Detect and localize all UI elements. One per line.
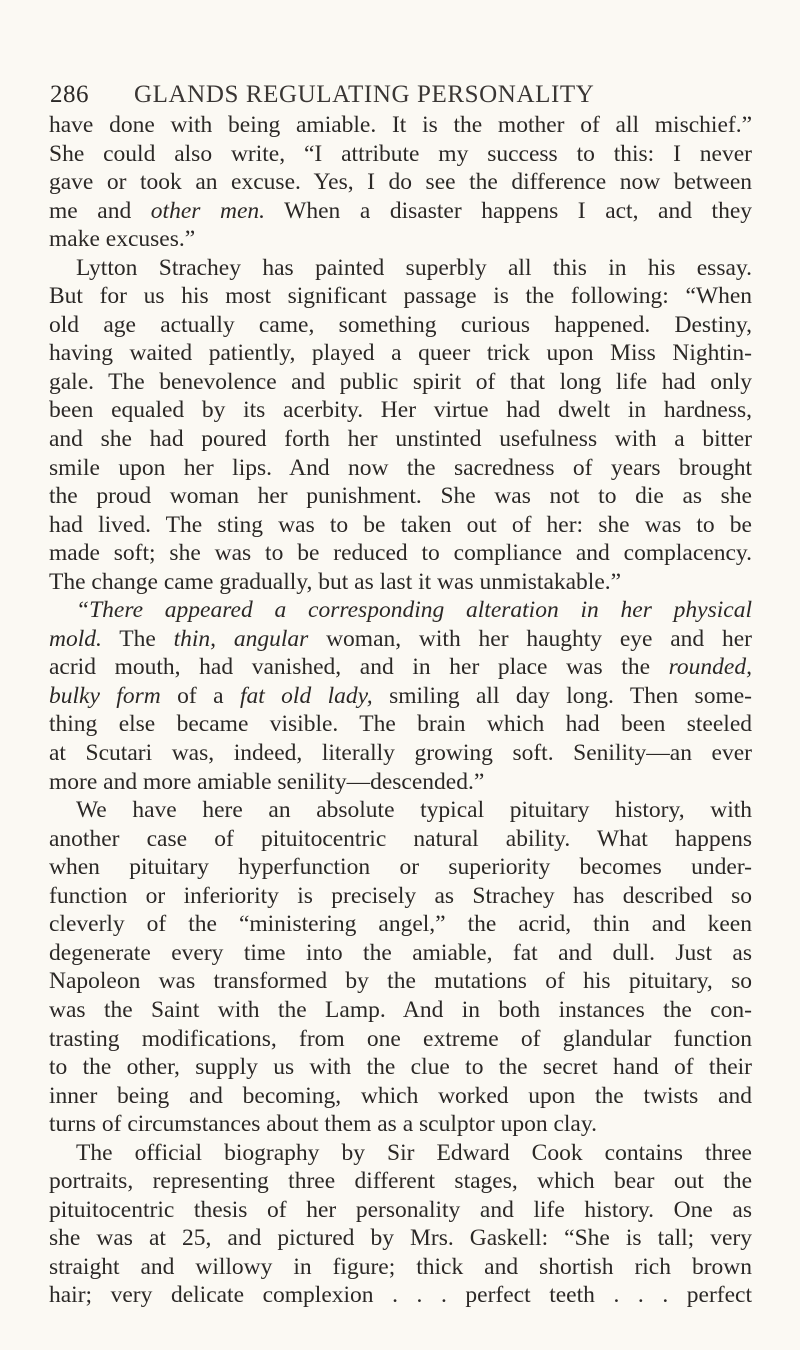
text-line bbox=[49, 1025, 752, 1054]
text-span: at Scutari was, indeed, literally growing soft. Senility—an ever bbox=[49, 740, 752, 767]
text-line bbox=[49, 625, 752, 654]
text-line bbox=[49, 796, 752, 825]
text-span: straight and willowy in figure; thick and shortish rich brown bbox=[49, 1253, 752, 1280]
text-span: another case of pituitocentric natural ability. What happens bbox=[49, 825, 752, 852]
text-span: We have here an absolute typical pituitary history, with bbox=[76, 797, 752, 824]
text-span: made soft; she was to be reduced to compliance and complacency. bbox=[49, 540, 752, 567]
text-line bbox=[49, 882, 752, 911]
text-span: of a bbox=[160, 682, 240, 709]
text-span: The bbox=[101, 625, 174, 652]
text-line bbox=[49, 140, 752, 169]
text-span: gale. The benevolence and public spirit of that long life had only bbox=[49, 368, 752, 395]
body-text bbox=[49, 111, 752, 1310]
text-span: When a disaster happens I act, and they bbox=[265, 197, 752, 224]
text-span: gave or took an excuse. Yes, I do see the difference now between bbox=[49, 169, 752, 196]
text-line bbox=[49, 996, 752, 1025]
italic-text: rounded, bbox=[668, 654, 752, 681]
text-span: having waited patiently, played a queer trick upon Miss Nightin- bbox=[49, 340, 752, 367]
italic-text: fat old lady, bbox=[239, 682, 373, 709]
text-line bbox=[49, 311, 752, 340]
text-line bbox=[49, 596, 752, 625]
text-span: cleverly of the “ministering angel,” the acrid, thin and keen bbox=[49, 911, 752, 938]
text-line bbox=[49, 1053, 752, 1082]
text-line bbox=[49, 1281, 752, 1310]
text-span: turns of circumstances about them as a sculptor upon clay. bbox=[49, 1111, 597, 1138]
text-line bbox=[49, 739, 752, 768]
text-span: portraits, representing three different stages, which bear out the bbox=[49, 1168, 752, 1195]
text-span: Napoleon was transformed by the mutations of his pituitary, so bbox=[49, 968, 752, 995]
text-span: have done with being amiable. It is the mother of all mischief.” bbox=[49, 112, 752, 138]
text-line bbox=[49, 682, 752, 711]
text-span: been equaled by its acerbity. Her virtue had dwelt in hardness, bbox=[49, 397, 752, 424]
text-line bbox=[49, 1139, 752, 1168]
text-line bbox=[49, 1082, 752, 1111]
text-span: more and more amiable senility—descended.” bbox=[49, 768, 485, 795]
text-line bbox=[49, 482, 752, 511]
text-line bbox=[49, 111, 752, 140]
italic-text: bulky form bbox=[49, 682, 161, 709]
text-span: Lytton Strachey has painted superbly all this in his essay. bbox=[76, 254, 752, 281]
text-line bbox=[49, 282, 752, 311]
text-line bbox=[49, 967, 752, 996]
text-span: smiling all day long. Then some- bbox=[372, 682, 752, 709]
text-span: function or inferiority is precisely as Strachey has described so bbox=[49, 882, 752, 909]
text-line bbox=[49, 539, 752, 568]
text-span: degenerate every time into the amiable, fat and dull. Just as bbox=[49, 939, 752, 966]
text-line bbox=[49, 454, 752, 483]
text-line bbox=[49, 939, 752, 968]
running-title: GLANDS REGULATING PERSONALITY bbox=[134, 81, 595, 108]
text-span: hair; very delicate complexion . . . perfect teeth . . . perfect bbox=[49, 1282, 752, 1309]
text-span: acrid mouth, had vanished, and in her place was the bbox=[49, 654, 669, 681]
text-line bbox=[49, 339, 752, 368]
text-line bbox=[49, 225, 752, 254]
text-span: the proud woman her punishment. She was not to die as she bbox=[49, 483, 752, 510]
text-span: But for us his most significant passage is the following: “When bbox=[49, 283, 752, 310]
text-line bbox=[49, 1110, 752, 1139]
text-line bbox=[49, 168, 752, 197]
text-span: make excuses.” bbox=[49, 226, 196, 253]
text-line bbox=[49, 368, 752, 397]
text-line bbox=[49, 1167, 752, 1196]
text-span: when pituitary hyperfunction or superiority becomes under- bbox=[49, 854, 752, 881]
text-span: pituitocentric thesis of her personality and life history. One as bbox=[49, 1196, 752, 1223]
text-line bbox=[49, 768, 752, 797]
text-span: smile upon her lips. And now the sacredness of years brought bbox=[49, 454, 752, 481]
text-line bbox=[49, 1253, 752, 1282]
text-span: and she had poured forth her unstinted usefulness with a bitter bbox=[49, 426, 752, 453]
text-line bbox=[49, 197, 752, 226]
text-line bbox=[49, 1224, 752, 1253]
text-line bbox=[49, 1196, 752, 1225]
text-span: The change came gradually, but as last it was unmistakable.” bbox=[49, 568, 622, 595]
text-line bbox=[49, 425, 752, 454]
text-line bbox=[49, 710, 752, 739]
text-line bbox=[49, 825, 752, 854]
text-line bbox=[49, 568, 752, 597]
running-header bbox=[50, 80, 750, 110]
text-span: she was at 25, and pictured by Mrs. Gaskell: “She is tall; very bbox=[49, 1225, 752, 1252]
text-line bbox=[49, 653, 752, 682]
text-line bbox=[49, 853, 752, 882]
text-line bbox=[49, 910, 752, 939]
italic-text: other men. bbox=[150, 197, 266, 224]
italic-text: thin, angular bbox=[173, 625, 309, 652]
text-span: woman, with her haughty eye and her bbox=[308, 625, 752, 652]
text-span: thing else became visible. The brain which had been steeled bbox=[49, 711, 752, 738]
text-span: The official biography by Sir Edward Cook contains three bbox=[76, 1139, 752, 1166]
italic-text: “There appeared a corresponding alteration in her physical bbox=[76, 597, 752, 624]
text-line bbox=[49, 396, 752, 425]
italic-text: mold. bbox=[49, 625, 102, 652]
text-span: was the Saint with the Lamp. And in both instances the con- bbox=[49, 996, 752, 1023]
text-line bbox=[49, 254, 752, 283]
text-span: old age actually came, something curious happened. Destiny, bbox=[49, 311, 752, 338]
page-number: 286 bbox=[50, 81, 89, 108]
text-span: had lived. The sting was to be taken out of her: she was to be bbox=[49, 511, 752, 538]
text-span: inner being and becoming, which worked upon the twists and bbox=[49, 1082, 752, 1109]
text-span: trasting modifications, from one extreme of glandular function bbox=[49, 1025, 752, 1052]
text-span: She could also write, “I attribute my success to this: I never bbox=[49, 140, 752, 167]
text-span: me and bbox=[49, 197, 151, 224]
text-span: to the other, supply us with the clue to the secret hand of their bbox=[49, 1054, 752, 1081]
text-line bbox=[49, 511, 752, 540]
